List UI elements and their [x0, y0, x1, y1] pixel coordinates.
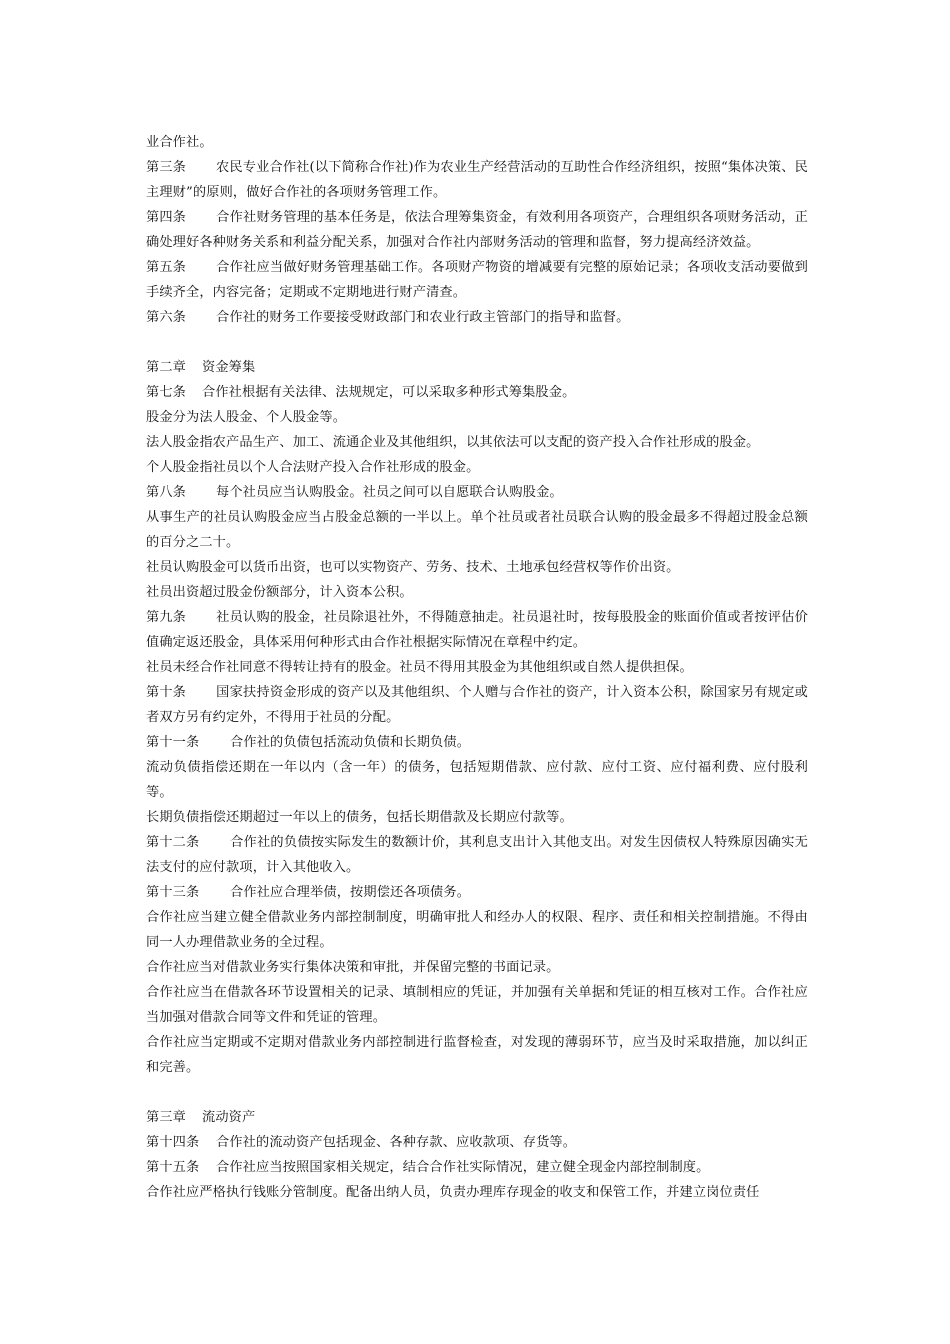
- paragraph-text: 合作社应当对借款业务实行集体决策和审批，并保留完整的书面记录。: [146, 960, 560, 975]
- paragraph-text: 合作社的负债按实际发生的数额计价，其利息支出计入其他支出。对发生因债权人特殊原因确实无法支付的应付款项，计入其他收入。: [146, 835, 808, 875]
- paragraph: [146, 1030, 808, 1080]
- paragraph-text: 法人股金指农产品生产、加工、流通企业及其他组织，以其依法可以支配的资产投入合作社形成的股金。: [146, 435, 760, 450]
- paragraph-text: 社员认购股金可以货币出资，也可以实物资产、劳务、技术、土地承包经营权等作价出资。: [146, 560, 680, 575]
- article-number: 第三条: [146, 160, 187, 175]
- article: [146, 480, 808, 505]
- section-gap: [146, 330, 808, 355]
- article-number: 第五条: [146, 260, 187, 275]
- paragraph: [146, 405, 808, 430]
- section-gap: [146, 1080, 808, 1105]
- paragraph-text: 合作社的财务工作要接受财政部门和农业行政主管部门的指导和监督。: [216, 310, 630, 325]
- chapter-heading: [146, 355, 808, 380]
- article: [146, 605, 808, 655]
- paragraph: [146, 655, 808, 680]
- document-body: [146, 130, 808, 1205]
- paragraph: [146, 805, 808, 830]
- paragraph-text: 合作社财务管理的基本任务是，依法合理筹集资金，有效利用各项资产，合理组织各项财务活动，正确处理好各种财务关系和利益分配关系，加强对合作社内部财务活动的管理和监督，努力提高经济效益。: [146, 210, 808, 250]
- article-number: 第十五条: [146, 1160, 200, 1175]
- chapter-number: 第三章: [146, 1110, 187, 1125]
- paragraph-text: 合作社根据有关法律、法规规定，可以采取多种形式筹集股金。: [202, 385, 576, 400]
- paragraph-text: 社员未经合作社同意不得转让持有的股金。社员不得用其股金为其他组织或自然人提供担保。: [146, 660, 693, 675]
- paragraph-text: 合作社应当做好财务管理基础工作。各项财产物资的增减要有完整的原始记录；各项收支活动要做到手续齐全，内容完备；定期或不定期地进行财产清查。: [146, 260, 808, 300]
- chapter-title: 资金筹集: [202, 360, 256, 375]
- article: [146, 155, 808, 205]
- paragraph-text: 合作社应当按照国家相关规定，结合合作社实际情况，建立健全现金内部控制制度。: [216, 1160, 710, 1175]
- article: [146, 305, 808, 330]
- paragraph-text: 合作社应当定期或不定期对借款业务内部控制进行监督检查，对发现的薄弱环节，应当及时采取措施，加以纠正和完善。: [146, 1035, 808, 1075]
- article: [146, 380, 808, 405]
- paragraph-text: 长期负债指偿还期超过一年以上的债务，包括长期借款及长期应付款等。: [146, 810, 573, 825]
- paragraph-text: 业合作社。: [146, 135, 213, 150]
- article-number: 第十一条: [146, 735, 200, 750]
- paragraph: [146, 130, 808, 155]
- paragraph-text: 股金分为法人股金、个人股金等。: [146, 410, 347, 425]
- chapter-heading: [146, 1105, 808, 1130]
- paragraph: [146, 455, 808, 480]
- paragraph-text: 合作社应当在借款各环节设置相关的记录、填制相应的凭证，并加强有关单据和凭证的相互核对工作。合作社应当加强对借款合同等文件和凭证的管理。: [146, 985, 808, 1025]
- article-number: 第九条: [146, 610, 187, 625]
- article-number: 第八条: [146, 485, 187, 500]
- paragraph: [146, 555, 808, 580]
- paragraph-text: 国家扶持资金形成的资产以及其他组织、个人赠与合作社的资产，计入资本公积，除国家另有规定或者双方另有约定外，不得用于社员的分配。: [146, 685, 808, 725]
- paragraph: [146, 505, 808, 555]
- article-number: 第六条: [146, 310, 187, 325]
- paragraph-text: 合作社应合理举债，按期偿还各项债务。: [230, 885, 471, 900]
- chapter-title: 流动资产: [202, 1110, 256, 1125]
- article: [146, 880, 808, 905]
- article: [146, 730, 808, 755]
- paragraph: [146, 980, 808, 1030]
- article: [146, 680, 808, 730]
- chapter-number: 第二章: [146, 360, 187, 375]
- paragraph-text: 社员认购的股金，社员除退社外，不得随意抽走。社员退社时，按每股股金的账面价值或者按评估价值确定返还股金，具体采用何种形式由合作社根据实际情况在章程中约定。: [146, 610, 808, 650]
- paragraph-text: 合作社的负债包括流动负债和长期负债。: [230, 735, 471, 750]
- article-number: 第十四条: [146, 1135, 200, 1150]
- paragraph-text: 合作社应当建立健全借款业务内部控制制度，明确审批人和经办人的权限、程序、责任和相关控制措施。不得由同一人办理借款业务的全过程。: [146, 910, 808, 950]
- paragraph: [146, 755, 808, 805]
- paragraph-text: 合作社的流动资产包括现金、各种存款、应收款项、存货等。: [216, 1135, 577, 1150]
- article-number: 第十条: [146, 685, 187, 700]
- paragraph-text: 从事生产的社员认购股金应当占股金总额的一半以上。单个社员或者社员联合认购的股金最多不得超过股金总额的百分之二十。: [146, 510, 808, 550]
- article: [146, 830, 808, 880]
- article-number: 第四条: [146, 210, 187, 225]
- paragraph: [146, 1180, 808, 1205]
- paragraph-text: 个人股金指社员以个人合法财产投入合作社形成的股金。: [146, 460, 480, 475]
- article-number: 第七条: [146, 385, 187, 400]
- paragraph-text: 每个社员应当认购股金。社员之间可以自愿联合认购股金。: [216, 485, 563, 500]
- paragraph: [146, 955, 808, 980]
- article: [146, 205, 808, 255]
- paragraph: [146, 905, 808, 955]
- article: [146, 1130, 808, 1155]
- paragraph-text: 农民专业合作社(以下简称合作社)作为农业生产经营活动的互助性合作经济组织，按照“集体决策、民主理财”的原则，做好合作社的各项财务管理工作。: [146, 160, 808, 200]
- article: [146, 1155, 808, 1180]
- article: [146, 255, 808, 305]
- paragraph: [146, 580, 808, 605]
- paragraph-text: 流动负债指偿还期在一年以内（含一年）的债务，包括短期借款、应付款、应付工资、应付福利费、应付股利等。: [146, 760, 808, 800]
- article-number: 第十三条: [146, 885, 200, 900]
- paragraph: [146, 430, 808, 455]
- paragraph-text: 合作社应严格执行钱账分管制度。配备出纳人员，负责办理库存现金的收支和保管工作，并建立岗位责任: [146, 1185, 760, 1200]
- paragraph-text: 社员出资超过股金份额部分，计入资本公积。: [146, 585, 413, 600]
- article-number: 第十二条: [146, 835, 200, 850]
